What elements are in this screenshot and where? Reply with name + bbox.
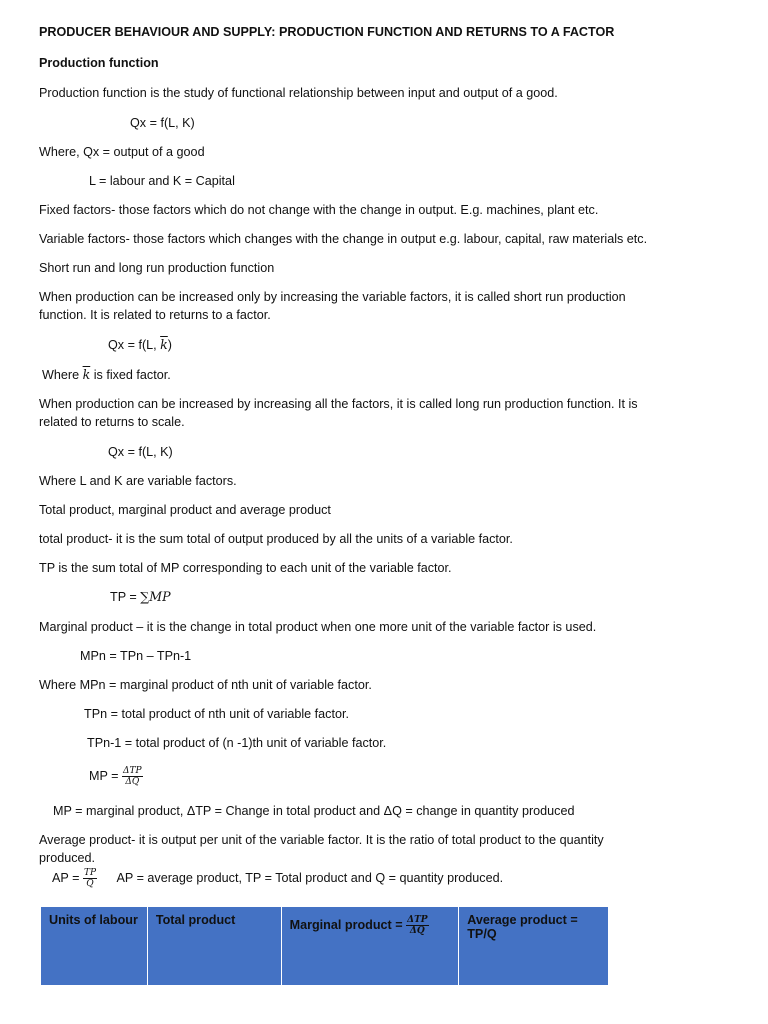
header-marginal-product <box>281 907 459 986</box>
header-marginal-numerator: ΔTP <box>407 915 428 925</box>
tpn-where: TPn = total product of nth unit of variable factor. <box>84 707 349 721</box>
tp-eq-prefix: TP = <box>110 590 141 604</box>
section-heading: Production function <box>39 56 159 70</box>
mp-fraction-denominator: ΔQ <box>125 777 140 788</box>
ap-fraction <box>83 868 97 889</box>
short-long-run-heading: Short run and long run production function <box>39 261 275 275</box>
header-units-of-labour: Units of labour <box>41 907 148 986</box>
mp-eq-prefix: MP = <box>89 769 123 783</box>
ap-legend: AP = average product, TP = Total product and Q = quantity produced. <box>116 871 504 885</box>
header-marginal-fraction <box>406 915 428 936</box>
fixed-factor-note-suffix: is fixed factor. <box>90 368 171 382</box>
document-title: PRODUCER BEHAVIOUR AND SUPPLY: PRODUCTION FUNCTION AND RETURNS TO A FACTOR <box>39 25 615 39</box>
k-bar-symbol-note: $\overline{k}$ <box>82 367 91 382</box>
fixed-factor-note <box>42 366 171 384</box>
fixed-factor-note-prefix: Where <box>42 368 83 382</box>
tpn1-where: TPn-1 = total product of (n -1)th unit of variable factor. <box>87 736 387 750</box>
products-table <box>40 906 609 986</box>
equation-short-run-suffix: ) <box>167 338 172 352</box>
marginal-product-definition: Marginal product – it is the change in total product when one more unit of the variable factor is used. <box>39 620 597 634</box>
ap-fraction-denominator: Q <box>86 879 94 890</box>
tp-eq-mp: MP <box>149 589 171 604</box>
header-total-product: Total product <box>147 907 281 986</box>
equation-mp-fraction <box>89 764 143 788</box>
mp-fraction <box>122 766 143 787</box>
table-header-row <box>41 907 609 986</box>
products-heading: Total product, marginal product and average product <box>39 503 331 517</box>
average-product-definition: Average product- it is output per unit of the variable factor. It is the ratio of total product to the quantity produced. <box>39 833 604 865</box>
equation-long-run: Qx = f(L, K) <box>108 445 173 459</box>
sigma-symbol: ∑ <box>140 589 150 604</box>
where-labour-capital: L = labour and K = Capital <box>89 174 235 188</box>
paragraph-definition: Production function is the study of functional relationship between input and output of a good. <box>39 86 558 100</box>
equation-ap <box>52 866 503 890</box>
equation-short-run-prefix: Qx = f(L, <box>108 338 161 352</box>
ap-fraction-numerator: TP <box>83 868 96 879</box>
long-run-paragraph: When production can be increased by increasing all the factors, it is called long run production function. It is related to returns to scale. <box>39 397 638 429</box>
equation-short-run <box>108 336 172 354</box>
mp-fraction-numerator: ΔTP <box>123 766 142 777</box>
where-output: Where, Qx = output of a good <box>39 145 205 159</box>
equation-production: Qx = f(L, K) <box>130 116 195 130</box>
header-average-product: Average product = TP/Q <box>459 907 609 986</box>
equation-tp-sum <box>110 588 171 606</box>
mp-legend: MP = marginal product, ΔTP = Change in total product and ΔQ = change in quantity produced <box>53 804 575 818</box>
short-run-paragraph: When production can be increased only by increasing the variable factors, it is called short run production function. It is related to returns to a factor. <box>39 290 626 322</box>
where-variable-factors: Where L and K are variable factors. <box>39 474 237 488</box>
header-marginal-prefix: Marginal product = <box>289 917 407 932</box>
variable-factors: Variable factors- those factors which changes with the change in output e.g. labour, capital, raw materials etc. <box>39 232 648 246</box>
ap-eq-prefix: AP = <box>52 871 83 885</box>
fixed-factors: Fixed factors- those factors which do not change with the change in output. E.g. machines, plant etc. <box>39 203 599 217</box>
header-marginal-denominator: ΔQ <box>409 926 425 936</box>
k-bar-symbol: $\overline{k}$ <box>160 337 168 352</box>
mpn-where: Where MPn = marginal product of nth unit of variable factor. <box>39 678 372 692</box>
equation-mpn: MPn = TPn – TPn-1 <box>80 649 192 663</box>
total-product-definition: total product- it is the sum total of output produced by all the units of a variable factor. <box>39 532 513 546</box>
tp-sum-statement: TP is the sum total of MP corresponding to each unit of the variable factor. <box>39 561 452 575</box>
